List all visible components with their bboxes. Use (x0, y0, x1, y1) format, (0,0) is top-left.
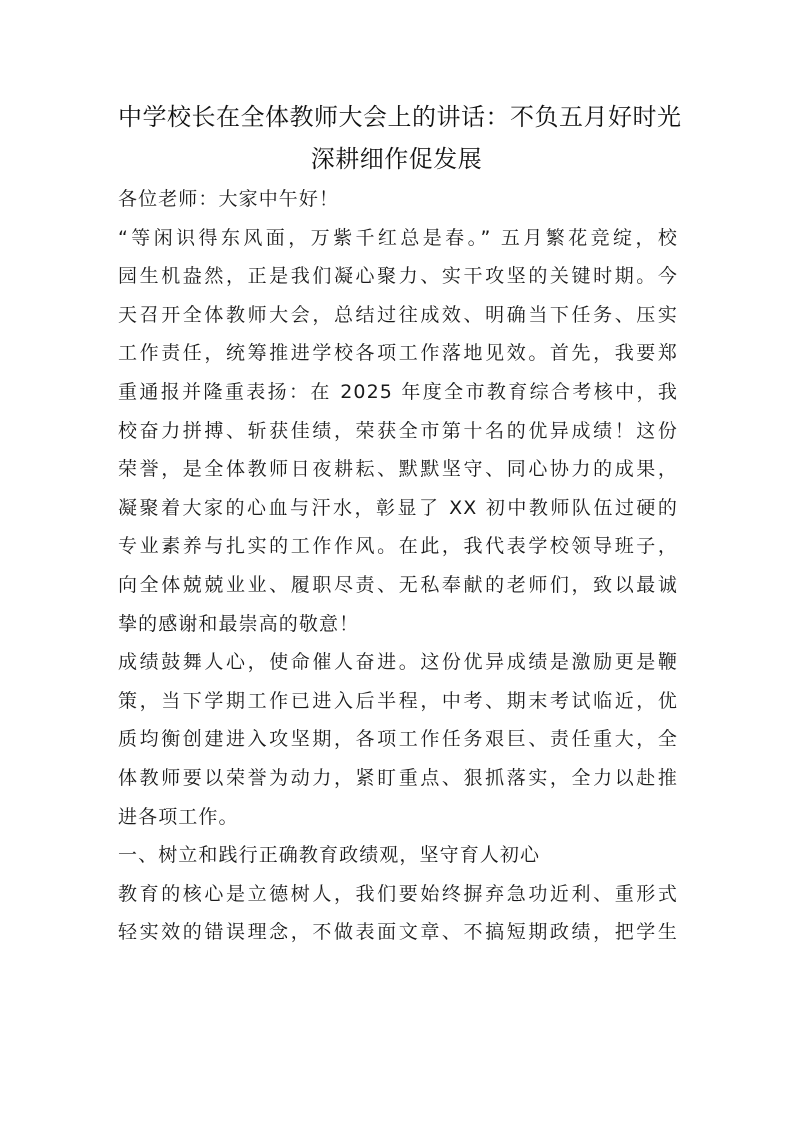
section-heading-1: 一、树立和践行正确教育政绩观，坚守育人初心 (118, 844, 541, 867)
paragraph-1-line-4: 工作责任，统筹推进学校各项工作落地见效。首先，我要郑 (118, 342, 678, 365)
paragraph-2-line-2: 策，当下学期工作已进入后半程，中考、期末考试临近，优 (118, 689, 678, 712)
greeting-line: 各位老师：大家中午好！ (118, 188, 340, 210)
paragraph-1-line-8: 凝聚着大家的心血与汗水，彰显了 XX 初中教师队伍过硬的 (118, 496, 678, 519)
paragraph-1-line-2: 园生机盎然，正是我们凝心聚力、实干攻坚的关键时期。今 (118, 265, 678, 288)
paragraph-1-line-1: “等闲识得东风面，万紫千红总是春。” 五月繁花竞绽，校 (118, 226, 678, 249)
paragraph-1-line-5: 重通报并隆重表扬：在 2025 年度全市教育综合考核中，我 (118, 380, 678, 403)
document-body (118, 180, 678, 952)
paragraph-3-line-2: 轻实效的错误理念，不做表面文章、不搞短期政绩，把学生 (118, 921, 678, 944)
paragraph-1-line-3: 天召开全体教师大会，总结过往成效、明确当下任务、压实 (118, 303, 678, 326)
paragraph-1-line-6: 校奋力拼搏、斩获佳绩，荣获全市第十名的优异成绩！这份 (118, 419, 678, 442)
paragraph-1-line-11: 挚的感谢和最崇高的敬意！ (118, 612, 360, 635)
title-line-1: 中学校长在全体教师大会上的讲话：不负五月好时光 (118, 103, 682, 131)
paragraph-1-line-10: 向全体兢兢业业、履职尽责、无私奉献的老师们，致以最诚 (118, 573, 678, 596)
paragraph-2-line-4: 体教师要以荣誉为动力，紧盯重点、狠抓落实，全力以赴推 (118, 766, 678, 789)
paragraph-2-line-5: 进各项工作。 (118, 805, 239, 828)
title-line-2: 深耕细作促发展 (310, 145, 483, 173)
paragraph-1-line-9: 专业素养与扎实的工作作风。在此，我代表学校领导班子， (118, 535, 678, 558)
paragraph-2-line-1: 成绩鼓舞人心，使命催人奋进。这份优异成绩是激励更是鞭 (118, 651, 678, 674)
paragraph-2-line-3: 质均衡创建进入攻坚期，各项工作任务艰巨、责任重大，全 (118, 728, 678, 751)
paragraph-3-line-1: 教育的核心是立德树人，我们要始终摒弃急功近利、重形式 (118, 882, 678, 905)
document-title (118, 96, 682, 180)
paragraph-1-line-7: 荣誉，是全体教师日夜耕耘、默默坚守、同心协力的成果， (118, 458, 678, 481)
